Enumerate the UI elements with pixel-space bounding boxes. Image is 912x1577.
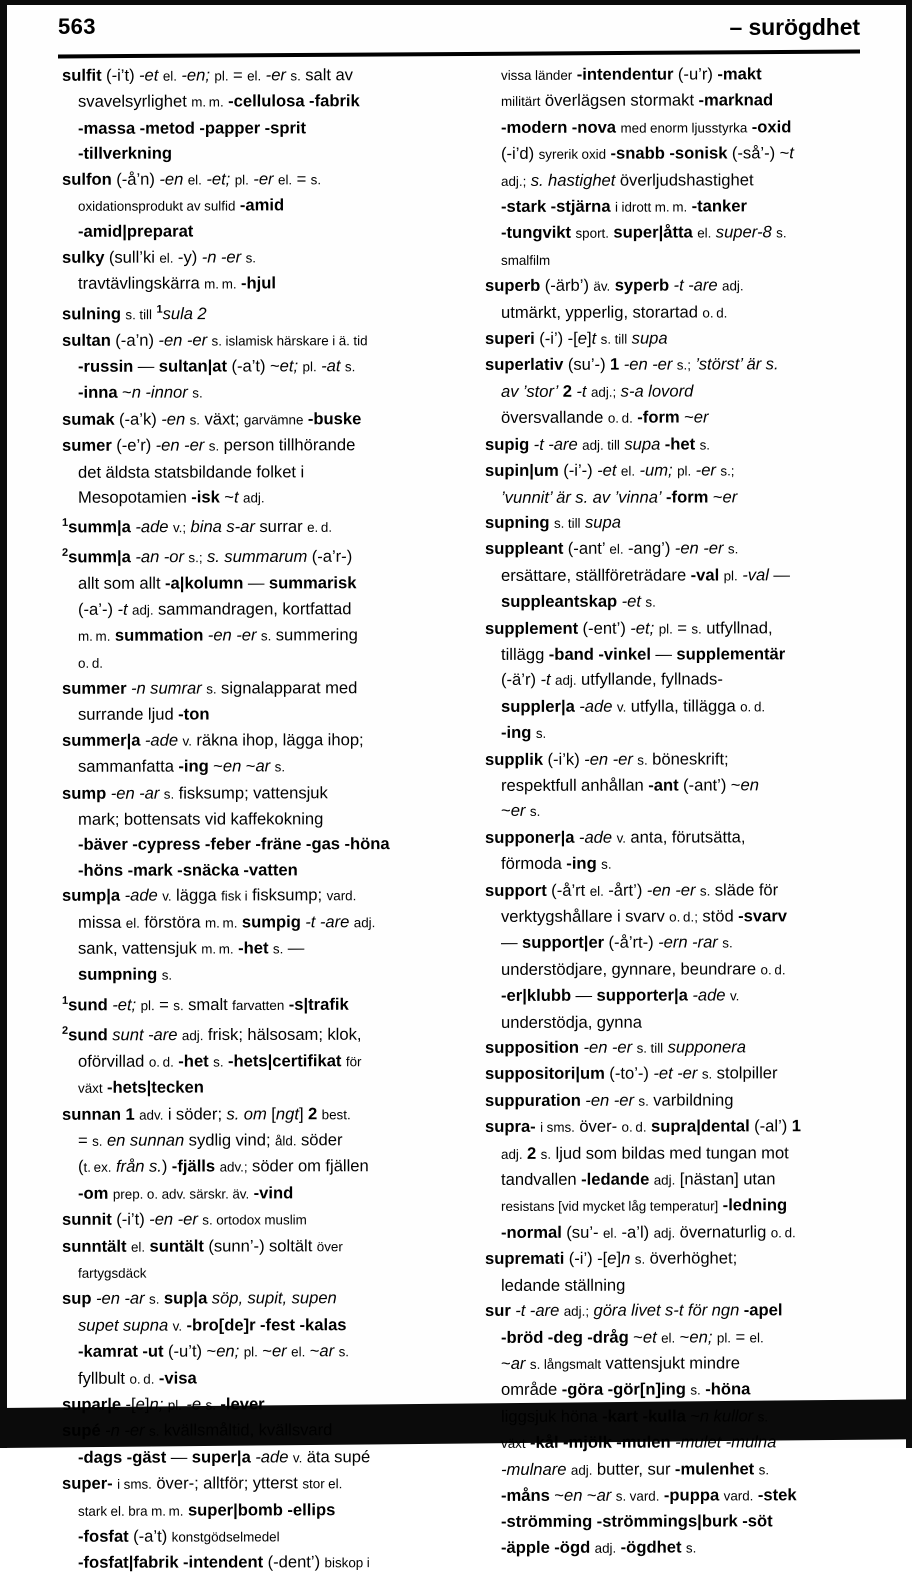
running-head: – surögdhet [729,14,860,40]
dictionary-entry-supremati: supremati (-i’) -[e]n s. överhöghet; ledande ställning [485,1248,738,1295]
page-number: 563 [58,14,96,39]
dictionary-entry-sulning: sulning s. till $^1$sula 2 [62,303,207,324]
dictionary-entry-supra-: supra- i sms. över- o. d. supra|dental (-al’) 1 adj. 2 s. ljud som bildas med tungan mot tandvallen -ledande adj. [nästan] utan resistans [vid mycket låg temperatur] -ledning -normal (su’- el. -a’l) adj. övernaturlig o. d. [485,1116,801,1242]
dictionary-entry-sund-1: $^1$sund -et; pl. = s. smalt farvatten -s|trafik [62,994,349,1015]
dictionary-entry-supare: supar|e -[e]n; pl. -e s. -lever [62,1394,265,1414]
dictionary-entry-summera: summer|a -ade v. räkna ihop, lägga ihop; sammanfatta -ing ~en ~ar s. [62,729,364,776]
dictionary-entry-super-cont: vissa länder -intendentur (-u’r) -makt militärt överlägsen stormakt -marknad -modern -nova med enorm ljusstyrka -oxid (-i’d) syrerik oxid -snabb -sonisk (-så’-) ~t adj.; s. hastighet överljudshastighet -stark -stjärna i idrott m. m. -tanker -tungvikt sport. super|åtta el. super-8 s. smalfilm [501,64,794,268]
dictionary-entry-summa-1: $^1$summ|a -ade v.; bina s-ar surrar e. d. [62,517,333,537]
dictionary-entry-suppleant: suppleant (-ant’ el. -ang’) -en -er s. ersättare, ställföreträdare -val pl. -val — suppleantskap -et s. [485,538,790,612]
dictionary-entry-superb: superb (-ärb’) äv. syperb -t -are adj. utmärkt, ypperlig, storartad o. d. [485,275,744,322]
dictionary-entry-sump: sump -en -ar s. fisksump; vattensjuk mark; bottensats vid kaffekokning -bäver -cypress -feber -fräne -gas -höna -höns -mark -snäcka -vatten [62,782,390,880]
left-column [62,62,462,1573]
dictionary-entry-sultan: sultan (-a’n) -en -er s. islamisk härskare i ä. tid -russin — sultan|at (-a’t) ~et; pl. -at s. -inna ~n -innor s. [62,330,368,403]
dictionary-entry-sur: sur -t -are adj.; göra livet s-t för ngn -apel -bröd -deg -dråg ~et el. ~en; pl. = el. ~ar s. långsmalt vattensjukt mindre område -göra -gör[n]ing s. -höna liggsjuk höna -kart -kulla ~n kullor s. växt -kål -mjölk -mulen -mulet -mulna -mulnare adj. butter, sur -mulenhet s. -måns ~en ~ar s. vard. -puppa vard. -stek -strömming -strömmings|burk -söt -äpple -ögd adj. -ögdhet s. [485,1300,797,1557]
dictionary-entry-summa-2: $^2$summ|a -an -or s.; s. summarum (-a’r-) allt som allt -a|kolumn — summarisk (-a’-) -t adj. sammandragen, kortfattad m. m. summation -en -er s. summering o. d. [62,547,358,671]
dictionary-entry-suppuration: suppuration -en -er s. varbildning [485,1090,734,1110]
dictionary-entry-supplement: supplement (-ent’) -et; pl. = s. utfyllnad, tillägg -band -vinkel — supplementär (-ä’r) -t adj. utfyllande, fyllnads- suppler|a -ade v. utfylla, tillägga o. d. -ing s. [485,617,786,743]
dictionary-entry-sund-2: $^2$sund sunt -are adj. frisk; hälsosam; klok, oförvillad o. d. -het s. -hets|certifikat för växt -hets|tecken [62,1024,362,1097]
dictionary-entry-sulfit: sulfit (-i’t) -et el. -en; pl. = el. -er s. salt av svavelsyrlighet m. m. -cellulosa -fabrik -massa -metod -papper -sprit -tillverkning [62,65,360,164]
dictionary-entry-supposition: supposition -en -er s. till supponera [485,1037,747,1057]
dictionary-entry-sulky: sulky (sull’ki el. -y) -n -er s. travtävlingskärra m. m. -hjul [62,247,277,294]
dictionary-entry-super-: super- i sms. över-; alltför; ytterst stor el. stark el. bra m. m. super|bomb -ellips -fosfat (-a’t) konstgödselmedel -fosfat|fabrik -intendent (-dent’) biskop i [62,1473,370,1573]
column-container [0,61,912,1573]
scan-edge-top [0,0,912,5]
dictionary-entry-suppositorium: suppositori|um (-to’-) -et -er s. stolpiller [485,1063,778,1084]
dictionary-entry-summer: summer -n sumrar s. signalapparat med surrande ljud -ton [62,678,358,725]
dictionary-entry-sulfon: sulfon (-å’n) -en el. -et; pl. -er el. = s. oxidationsprodukt av sulfid -amid -amid|preparat [62,168,322,242]
dictionary-entry-sunnan: sunnan 1 adv. i söder; s. om [ngt] 2 best. = s. en sunnan sydlig vind; åld. söder (t. ex. från s.) -fjälls adv.; söder om fjällen -om prep. o. adv. särskr. äv. -vind [62,1103,369,1203]
dictionary-entry-sumer: sumer (-e’r) -en -er s. person tillhörande det äldsta statsbildande folket i Mesopotamien -isk ~t adj. [62,435,356,507]
dictionary-entry-sumpa: sump|a -ade v. lägga fisk i fisksump; vard. missa el. förstöra m. m. sumpig -t -are adj. sank, vattensjuk m. m. -het s. — sumpning s. [62,885,376,985]
dictionary-entry-supplik: supplik (-i’k) -en -er s. böneskrift; respektfull anhållan -ant (-ant’) ~en ~er s. [485,748,759,821]
dictionary-entry-supponera: supponer|a -ade v. anta, förutsätta, förmoda -ing s. [485,827,746,874]
dictionary-entry-superi: superi (-i’) -[e]t s. till supa [485,328,668,349]
right-column [485,61,897,1557]
dictionary-entry-supning: supning s. till supa [485,512,621,532]
dictionary-entry-support: support (-å’rt el. -årt’) -en -er s. släde för verktygshållare i svarv o. d.; stöd -svarv — support|er (-å’rt-) -ern -rar s. understödjare, gynnare, beundrare o. d. -er|klubb — supporter|a -ade v. understödja, gynna [485,879,788,1032]
dictionary-entry-supig: supig -t -are adj. till supa -het s. [485,434,711,454]
dictionary-entry-supinum: supin|um (-i’-) -et el. -um; pl. -er s.; ’vunnit’ är s. av ’vinna’ -form ~er [485,460,738,507]
page-header [58,14,860,54]
dictionary-entry-sup: sup -en -ar s. sup|a söp, supit, supen supet supna v. -bro[de]r -fest -kalas -kamrat -ut (-u’t) ~en; pl. ~er el. ~ar s. fyllbult o. d. -visa [62,1288,350,1388]
dictionary-entry-sunntalt: sunntält el. suntält (sunn’-) soltält över fartygsdäck [62,1235,343,1281]
dictionary-entry-sumak: sumak (-a’k) -en s. växt; garvämne -buske [62,409,362,429]
dictionary-entry-supe: supé -n -er s. kvällsmåltid, kvällsvard -dags -gäst — super|a -ade v. äta supé [62,1420,371,1467]
dictionary-entry-sunnit: sunnit (-i’t) -en -er s. ortodox muslim [62,1209,307,1229]
dictionary-entry-superlativ: superlativ (su’-) 1 -en -er s.; ’störst’ är s. av ’stor’ 2 -t adj.; s-a lovord översvallande o. d. -form ~er [485,354,779,428]
